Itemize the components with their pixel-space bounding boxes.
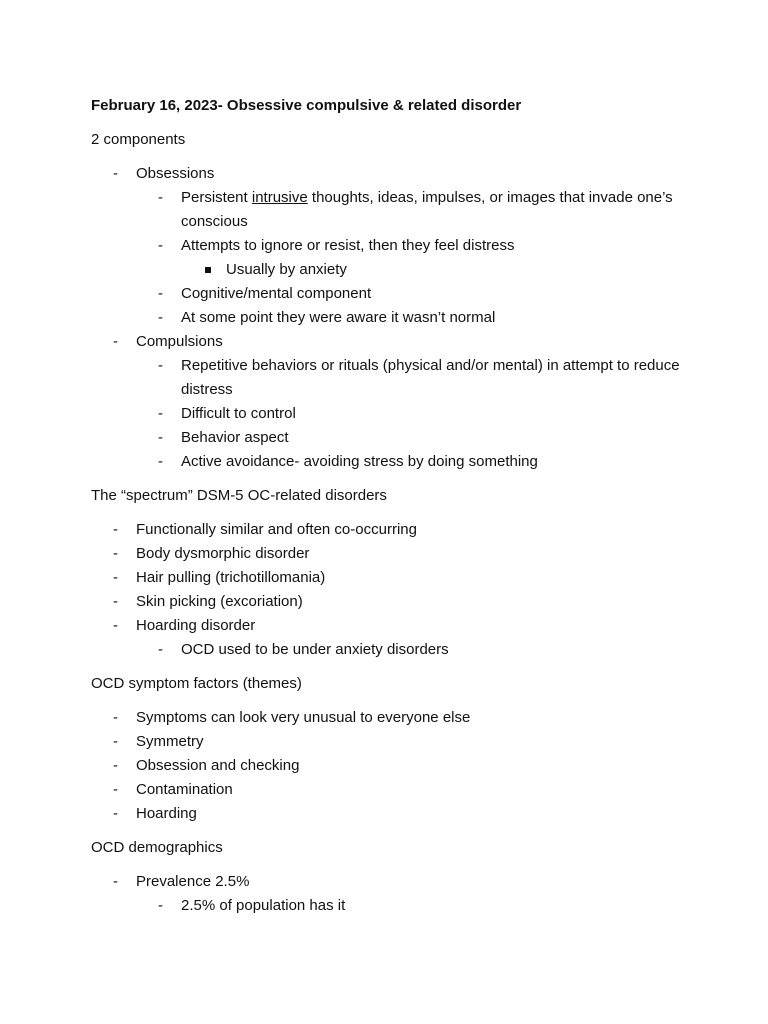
components-heading: 2 components xyxy=(91,131,186,148)
list-item: - Obsession and checking xyxy=(91,754,691,778)
compulsions-sublist xyxy=(136,354,691,474)
spectrum-list xyxy=(91,518,691,662)
square-sublist xyxy=(181,258,691,282)
list-item: - At some point they were aware it wasn’t normal xyxy=(136,306,691,330)
list-item: - Behavior aspect xyxy=(136,426,691,450)
obsessions-label: Obsessions xyxy=(136,165,215,182)
list-item: - Symptoms can look very unusual to everyone else xyxy=(91,706,691,730)
list-item: - Functionally similar and often co-occurring xyxy=(91,518,691,542)
list-item: - Symmetry xyxy=(91,730,691,754)
list-item: - Hoarding xyxy=(91,802,691,826)
list-item: - Difficult to control xyxy=(136,402,691,426)
spectrum-heading: The “spectrum” DSM-5 OC-related disorders xyxy=(91,487,387,504)
underlined-word: intrusive xyxy=(251,189,308,206)
item-text: Hoarding disorder xyxy=(136,617,256,634)
list-item: - Hair pulling (trichotillomania) xyxy=(91,566,691,590)
item-text: Persistent xyxy=(181,189,252,206)
list-item: - Body dysmorphic disorder xyxy=(91,542,691,566)
prevalence-sublist xyxy=(136,894,691,918)
compulsions-label: Compulsions xyxy=(136,333,223,350)
item-text: Prevalence 2.5% xyxy=(136,873,250,890)
list-item: Usually by anxiety xyxy=(181,258,691,282)
symptom-factors-list xyxy=(91,706,691,826)
list-item: - Cognitive/mental component xyxy=(136,282,691,306)
hoarding-sublist xyxy=(136,638,691,662)
item-text: Attempts to ignore or resist, then they feel distress xyxy=(181,237,515,254)
obsessions-sublist xyxy=(136,186,691,330)
list-item-prevalence xyxy=(91,870,691,918)
list-item-hoarding-disorder xyxy=(91,614,691,662)
demographics-heading: OCD demographics xyxy=(91,839,223,856)
demographics-list xyxy=(91,870,691,918)
list-item: - OCD used to be under anxiety disorders xyxy=(136,638,691,662)
document-title: February 16, 2023- Obsessive compulsive & related disorder xyxy=(91,97,522,114)
list-item: - Active avoidance- avoiding stress by doing something xyxy=(136,450,691,474)
list-item xyxy=(136,234,691,282)
list-item: - Skin picking (excoriation) xyxy=(91,590,691,614)
symptom-factors-heading: OCD symptom factors (themes) xyxy=(91,675,302,692)
list-item xyxy=(136,186,691,234)
item-text: thoughts, ideas, impulses, or images that invade one’s conscious xyxy=(181,189,673,230)
components-list xyxy=(91,162,691,474)
list-item: - Contamination xyxy=(91,778,691,802)
list-item-compulsions xyxy=(91,330,691,474)
list-item-obsessions xyxy=(91,162,691,330)
list-item: - Repetitive behaviors or rituals (physical and/or mental) in attempt to reduce distress xyxy=(136,354,691,402)
list-item: - 2.5% of population has it xyxy=(136,894,691,918)
notes-body xyxy=(91,94,691,928)
